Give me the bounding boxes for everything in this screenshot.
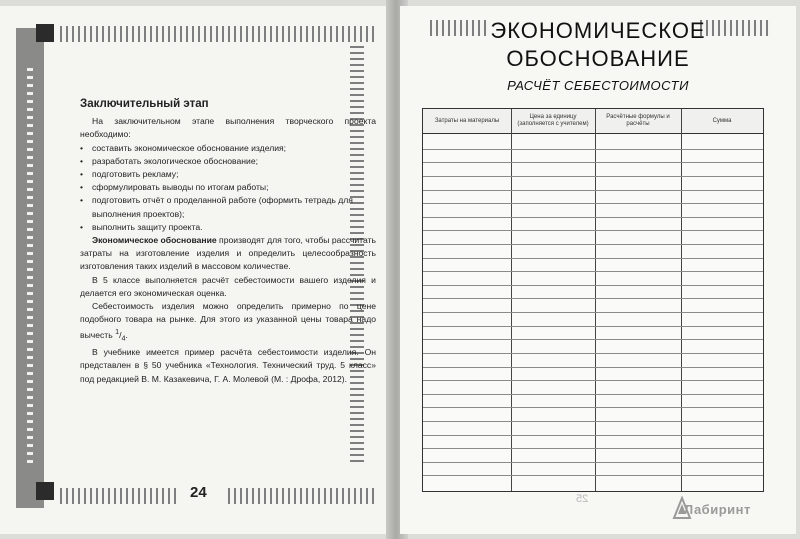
table-row [423,421,763,422]
list-item: • составить экономическое обоснование изделия; [80,142,376,155]
paragraph-textbook: В учебнике имеется пример расчёта себестоимости изделия. Он представлен в § 50 учебника «Технология. Технический труд. 5 класс» под редакцией В. М. Казакевича, Г. А. Молевой (М. : Дрофа, 2012). [80,347,376,384]
list-item: • разработать экологическое обоснование; [80,155,376,168]
table-row [423,244,763,245]
right-page [400,6,796,534]
task-list [80,142,376,234]
table-row [423,285,763,286]
table-row [423,326,763,327]
table-row [423,367,763,368]
table-row [423,448,763,449]
column-header: Сумма [712,117,732,124]
table-row [423,380,763,381]
left-page [0,6,392,534]
table-row [423,149,763,150]
table-header [423,109,763,134]
list-item: • подготовить рекламу; [80,168,376,181]
table-row [423,394,763,395]
column-header: Расчётные формулы и расчёты [606,114,670,127]
paragraph-cost: Себестоимость изделия можно определить примерно по цене подобного товара на рынке. Для этого из указанной цены товара надо вычесть $^1/_4$. [80,301,376,344]
table-row [423,271,763,272]
table-row [423,162,763,163]
table-row [423,339,763,340]
table-row [423,462,763,463]
paragraph-grade: В 5 классе выполняется расчёт себестоимости вашего изделия и делается его экономическая оценка. [80,274,376,298]
paragraph-economic: Экономическое обоснование производят для того, чтобы рассчитать затраты на изготовление изделия и определить целесообразность изготовления таких изделий в массовом количестве. [80,235,377,272]
page-title-line2: ОБОСНОВАНИЕ [506,46,690,71]
column-header: Затраты на материалы [434,117,500,124]
page-title-line1: ЭКОНОМИЧЕСКОЕ [490,18,706,43]
table-row [423,298,763,299]
bottom-stripe [228,488,376,504]
table-row [423,217,763,218]
top-stripe [60,26,376,42]
corner-marker-bottom [36,482,54,500]
table-row [423,190,763,191]
left-decor-bar [16,28,44,508]
section-heading: Заключительный этап [80,98,209,110]
table-row [423,176,763,177]
corner-marker-top [36,24,54,42]
table-row [423,203,763,204]
table-row [423,258,763,259]
page-number: 24 [190,484,207,501]
table-row [423,475,763,476]
table-row [423,353,763,354]
faint-page-number: 25 [576,493,589,505]
table-row [423,230,763,231]
table-row [423,312,763,313]
table-row [423,435,763,436]
column-header: Цена за единицу (заполняется с учителем) [517,114,589,127]
list-item: • выполнить защиту проекта. [80,221,376,234]
dotted-line [27,68,33,468]
list-item: • подготовить отчёт о проделанной работе (оформить тетрадь для выполнения проектов); [80,194,376,220]
watermark: Лабиринт [684,502,751,517]
cost-table [422,108,764,492]
table-row [423,407,763,408]
term-bold: Экономическое обоснование [92,235,217,246]
intro-paragraph: На заключительном этапе выполнения творческого проекта необходимо: [80,116,376,140]
bottom-stripe-left [60,488,180,504]
left-body-text [80,98,376,386]
list-item: • сформулировать выводы по итогам работы; [80,181,376,194]
page-subtitle: РАСЧЁТ СЕБЕСТОИМОСТИ [507,78,689,93]
